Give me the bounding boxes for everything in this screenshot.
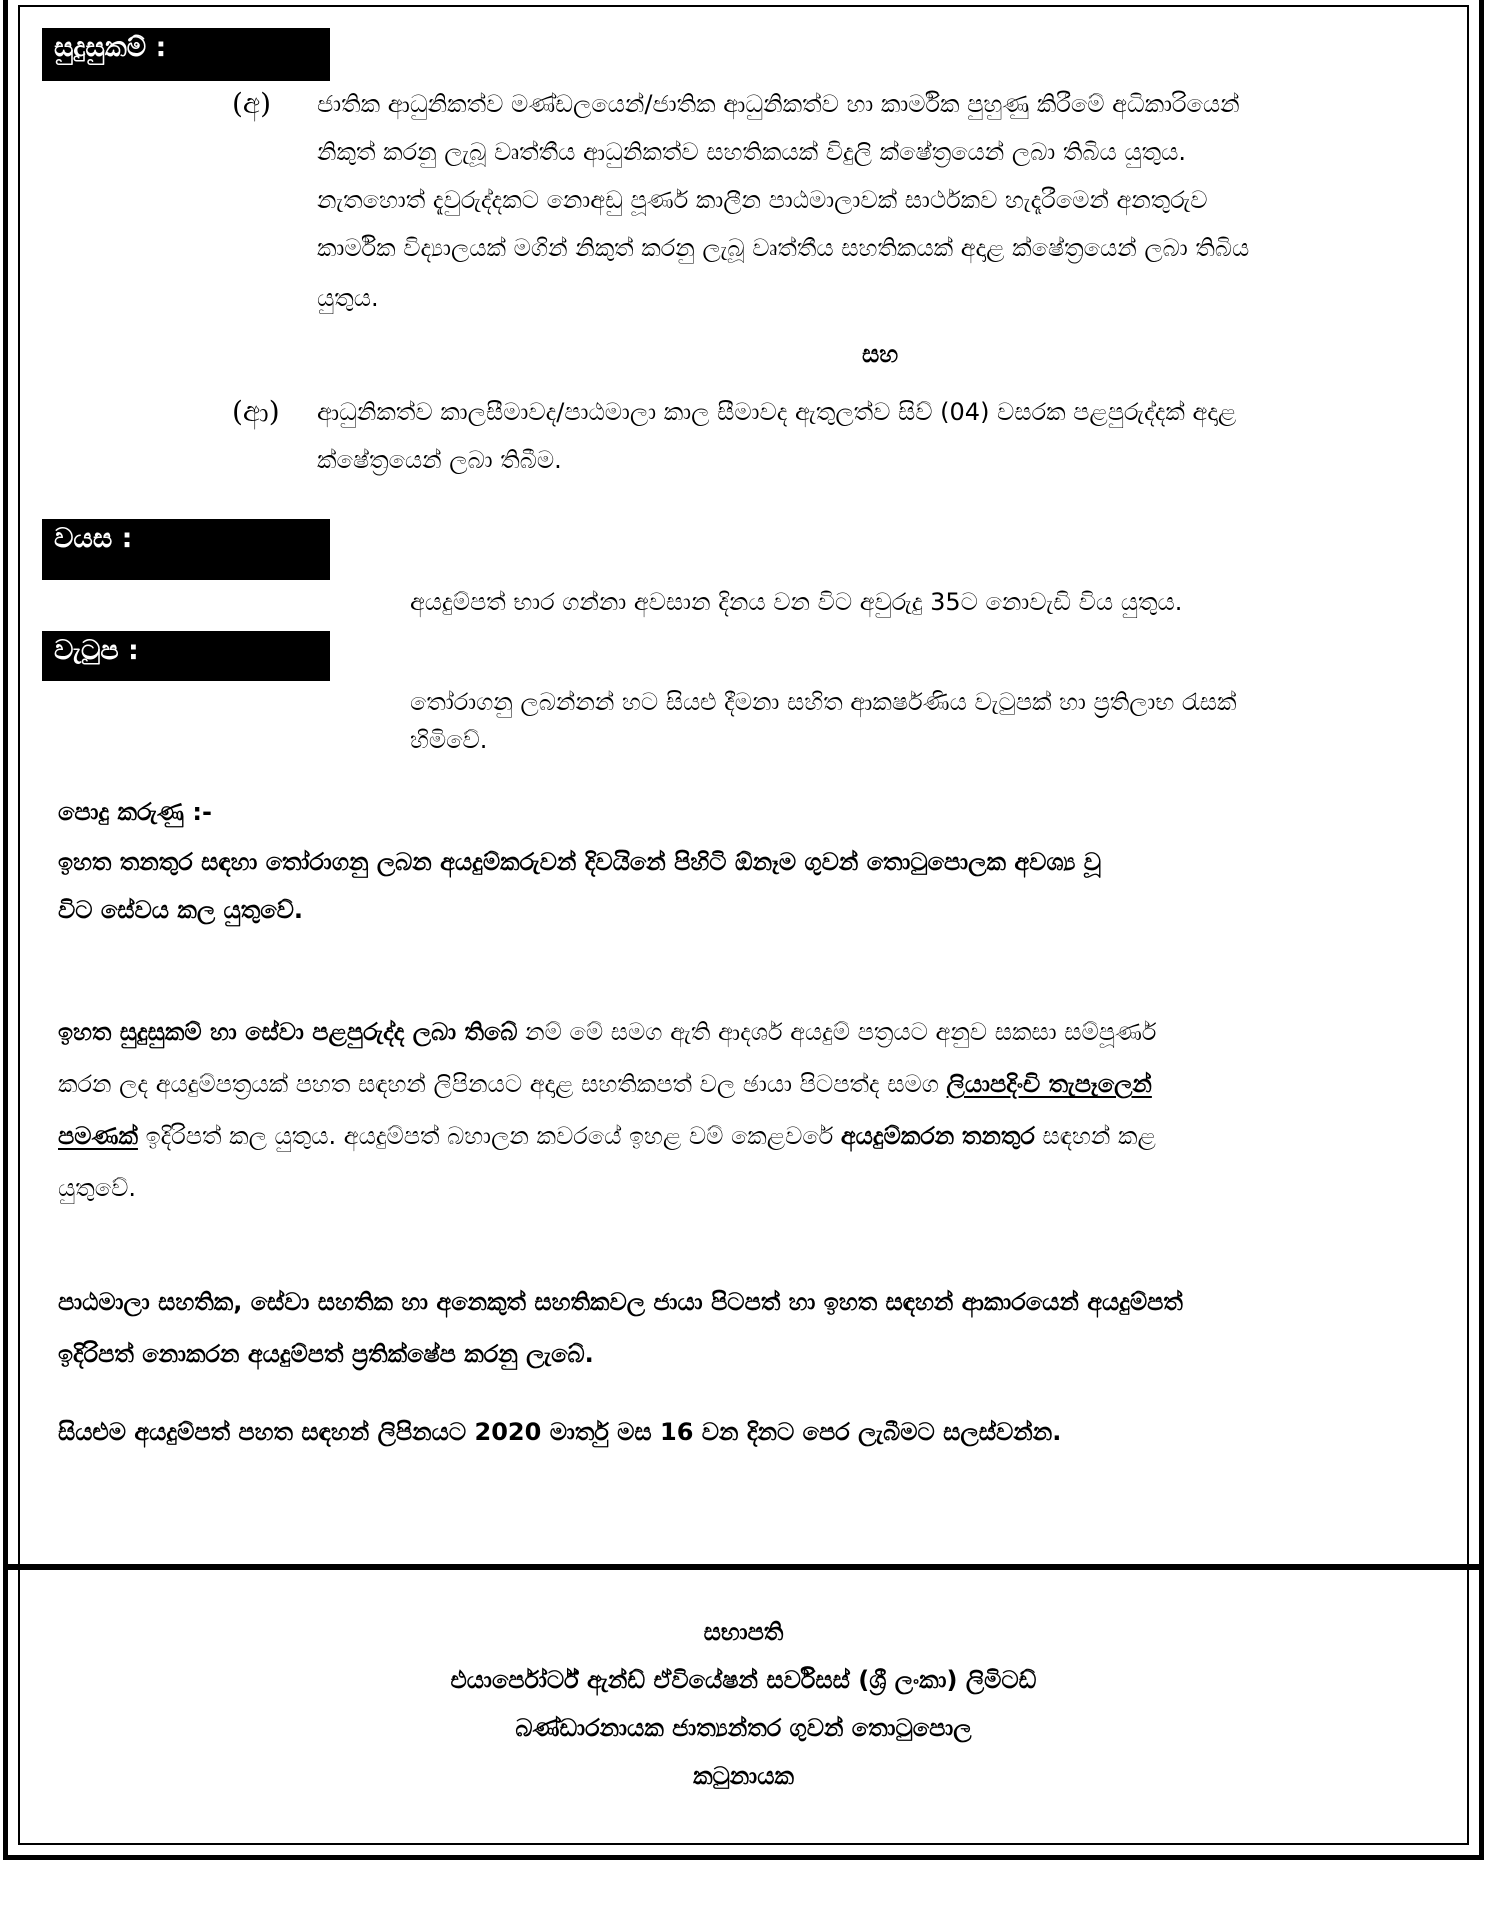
general-line-2: විට සේවය කල යුතුවේ. [58, 896, 303, 924]
registered-post-text: ලියාපදිංචි තැපෑලෙන් [946, 1070, 1152, 1098]
item-b-line-1: ආධුනිකත්ව කාලසීමාවද/පාඨමාලා කාල සීමාවද ඇතුලත්ව සිව් (04) වසරක පළපුරුද්දක් අදාළ [317, 398, 1237, 426]
application-line-3-mid: ඉදිරිපත් කල යුතුය. අයදුම්පත් බහාලන කවරයේ ඉහළ වම් කෙළවරේ [137, 1122, 841, 1150]
address-line-3: බණ්ඩාරනායක ජාත්‍යන්තර ගුවන් තොටුපොල [515, 1714, 972, 1742]
item-a-marker: (අ) [232, 87, 272, 120]
salary-line-2: හිමිවේ. [410, 726, 488, 754]
application-line-2-rest: කරන ලද අයදුම්පත්‍රයක් පහත සඳහන් ලිපිනයට අදාළ සහතිකපත් වල ඡායා පිටපත්ද සමග [58, 1070, 947, 1098]
age-text: අයදුම්පත් භාර ගන්නා අවසාන දිනය වන විට අවුරුදු 35ට නොවැඩි විය යුතුය. [410, 588, 1183, 616]
application-line-1-bold: ඉහත සුදුසුකම් හා සේවා පළපුරුද්ද ලබා තිබේ [58, 1018, 518, 1046]
applying-text: අයදුම්කරන [840, 1122, 955, 1150]
rejection-line-1: පාඨමාලා සහතික, සේවා සහතික හා අනෙකුත් සහතිකවල ජායා පිටපත් හා ඉහත සඳහන් ආකාරයෙන් අයදුම්පත් [58, 1288, 1183, 1316]
post-text: තනතුර [961, 1122, 1035, 1150]
item-a-line-3: නැතහොත් දැවුරුද්දකට නොඅඩු පූර්ණ කාලීන පාඨමාලාවක් සාර්ථකව හැදෑරීමෙන් අනතුරුව [317, 186, 1208, 214]
general-line-1: ඉහත තනතුර සඳහා තෝරාගනු ලබන අයදුම්කරුවන් දිවයිනේ පිහිටි ඕනෑම ගුවන් තොටුපොලක අවශ්‍ය වූ [58, 848, 1102, 876]
qualifications-label: සුදුසුකම් : [42, 28, 330, 81]
salary-label: වැටුප : [42, 631, 330, 681]
application-line-1-rest: නම් මේ සමග ඇති ආදර්ශ අයදුම් පත්‍රයට අනුව සකසා සම්පූර්ණ [517, 1018, 1157, 1046]
application-line-3 [58, 1124, 1156, 1148]
application-line-3-end: සඳහන් කළ [1034, 1122, 1156, 1150]
rejection-line-2: ඉදිරිපත් නොකරන අයදුම්පත් ප්‍රතික්ෂේප කරනු ලැබේ. [58, 1340, 594, 1368]
application-line-4: යුතුවේ. [58, 1174, 136, 1202]
application-line-1 [58, 1020, 1156, 1044]
item-b-marker: (ආ) [232, 395, 280, 428]
address-divider [3, 1564, 1484, 1570]
general-heading: පොදු කරුණු :- [58, 798, 212, 826]
application-line-3-space [954, 1122, 962, 1150]
address-line-2: එයාර්පෝර්ට් ඇන්ඩ් ඒවියේෂන් සර්විසස් (ශ්‍රී ලංකා) ලිමිටඩ් [450, 1666, 1037, 1694]
item-b-line-2: ක්ෂේත්‍රයෙන් ලබා තිබීම. [317, 446, 562, 474]
conjunction-and: සහ [862, 340, 899, 368]
address-line-1: සභාපති [703, 1618, 784, 1646]
application-line-2 [58, 1072, 1152, 1096]
address-line-4: කටුනායක [693, 1762, 794, 1790]
item-a-line-5: යුතුය. [317, 284, 379, 312]
item-a-line-4: කාර්මික විද්‍යාලයක් මගින් නිකුත් කරනු ලැබූ වෘත්තීය සහතිකයක් අදාළ ක්ෂේත්‍රයෙන් ලබා තිබිය [317, 234, 1250, 262]
item-a-line-2: නිකුත් කරනු ලැබූ වෘත්තීය ආධුනිකත්ව සහතිකයක් විදුලි ක්ෂේත්‍රයෙන් ලබා තිබිය යුතුය. [317, 138, 1187, 166]
salary-line-1: තෝරාගනු ලබන්නන් හට සියළු දීමනා සහිත ආකර්ෂණිය වැටුපක් හා ප්‍රතිලාභ රැසක් [410, 688, 1237, 716]
page-border [3, 0, 1484, 1860]
deadline-text: සියළුම අයදුම්පත් පහත සඳහන් ලිපිනයට 2020 මාර්තු මස 16 වන දිනට පෙර ලැබීමට සලස්වන්න. [58, 1418, 1062, 1446]
age-label: වයස : [42, 519, 330, 580]
only-text: පමණක් [58, 1122, 138, 1150]
item-a-line-1: ජාතික ආධුනිකත්ව මණ්ඩලයෙන්/ජාතික ආධුනිකත්ව හා කාර්මික පුහුණු කිරීමේ අධිකාරියෙන් [317, 90, 1240, 118]
